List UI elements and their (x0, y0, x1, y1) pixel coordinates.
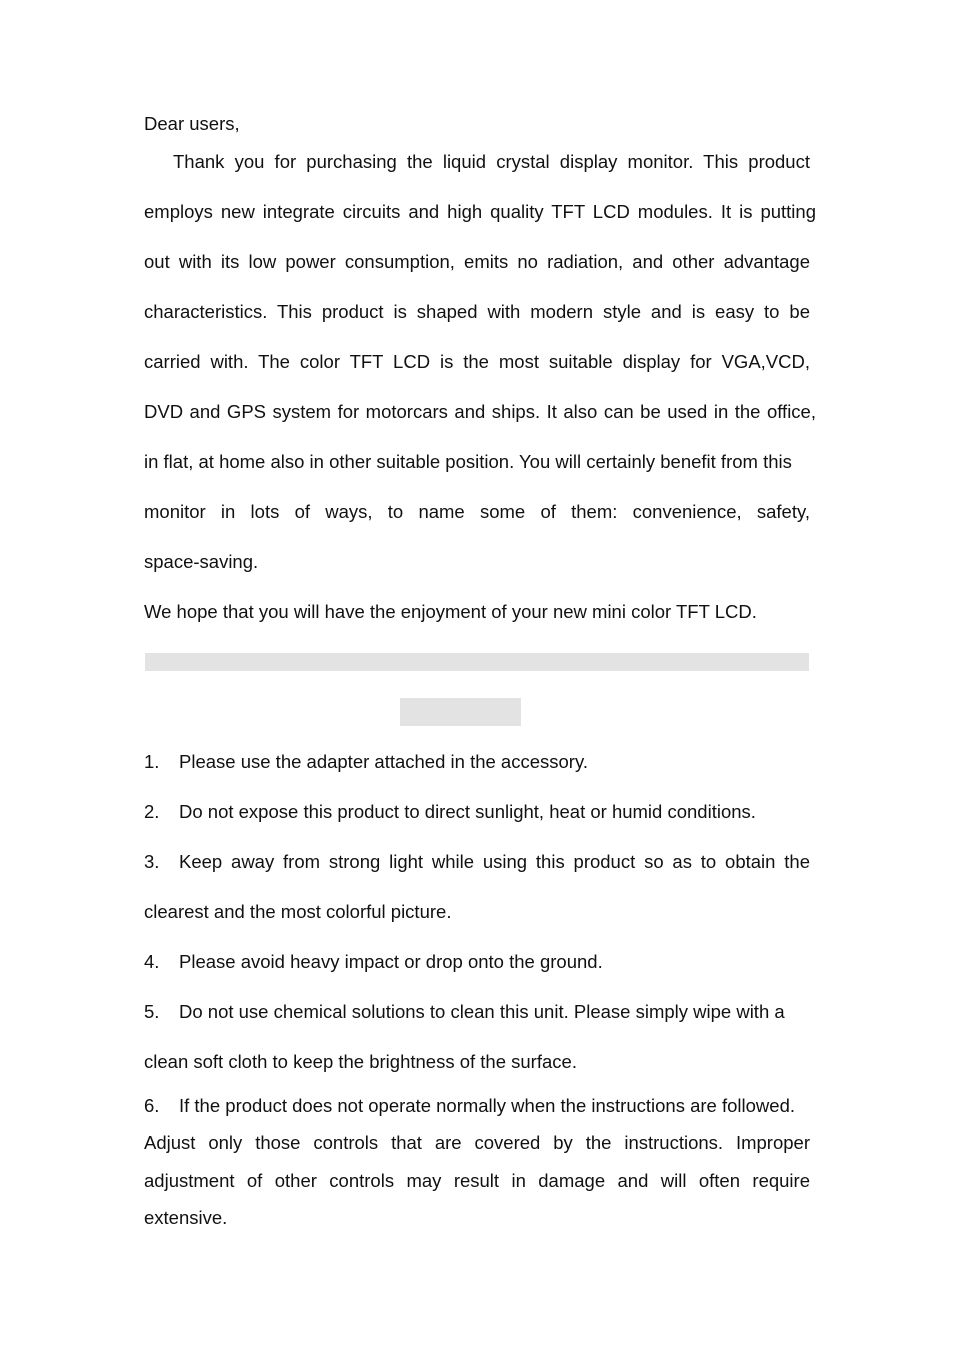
note-text: Do not expose this product to direct sunlight, heat or humid conditions. (179, 801, 756, 822)
note-item-3 (144, 850, 810, 874)
note-number: 4. (144, 951, 160, 972)
intro-line-9: space-saving. (144, 551, 259, 572)
note-item-6-line-3: adjustment of other controls may result in damage and will often require (144, 1170, 810, 1191)
note-text: Please use the adapter attached in the accessory. (179, 751, 588, 772)
intro-line-6: DVD and GPS system for motorcars and ships. It also can be used in the office, (144, 401, 816, 422)
note-item-2 (144, 800, 756, 824)
intro-line-3: out with its low power consumption, emits no radiation, and other advantage (144, 251, 810, 272)
note-text: If the product does not operate normally when the instructions are followed. (179, 1095, 795, 1116)
intro-line-5: carried with. The color TFT LCD is the most suitable display for VGA,VCD, (144, 351, 810, 372)
note-item-1 (144, 750, 588, 774)
note-number: 5. (144, 1001, 160, 1022)
note-item-3-continuation: clearest and the most colorful picture. (144, 901, 452, 922)
intro-line-1: Thank you for purchasing the liquid crystal display monitor. This product (173, 151, 810, 172)
note-item-6 (144, 1094, 795, 1118)
intro-line-2: employs new integrate circuits and high quality TFT LCD modules. It is putting (144, 201, 816, 222)
note-number: 1. (144, 751, 160, 772)
note-item-5-continuation: clean soft cloth to keep the brightness of the surface. (144, 1051, 577, 1072)
note-number: 6. (144, 1095, 160, 1116)
note-item-6-line-2: Adjust only those controls that are covered by the instructions. Improper (144, 1132, 810, 1153)
note-text: Do not use chemical solutions to clean this unit. Please simply wipe with a (179, 1001, 785, 1022)
note-text: Please avoid heavy impact or drop onto the ground. (179, 951, 603, 972)
intro-line-7: in flat, at home also in other suitable position. You will certainly benefit from this (144, 451, 792, 472)
greeting: Dear users, (144, 113, 240, 134)
note-item-6-line-4: extensive. (144, 1207, 228, 1228)
redacted-subheading-bar (400, 698, 521, 726)
note-item-5 (144, 1000, 785, 1024)
redacted-heading-bar (145, 653, 809, 671)
note-number: 2. (144, 801, 160, 822)
intro-line-4: characteristics. This product is shaped with modern style and is easy to be (144, 301, 810, 322)
intro-closing: We hope that you will have the enjoyment of your new mini color TFT LCD. (144, 601, 757, 622)
note-number: 3. (144, 851, 160, 872)
note-text: Keep away from strong light while using this product so as to obtain the (179, 851, 810, 872)
note-item-4 (144, 950, 603, 974)
intro-line-8: monitor in lots of ways, to name some of them: convenience, safety, (144, 501, 810, 522)
